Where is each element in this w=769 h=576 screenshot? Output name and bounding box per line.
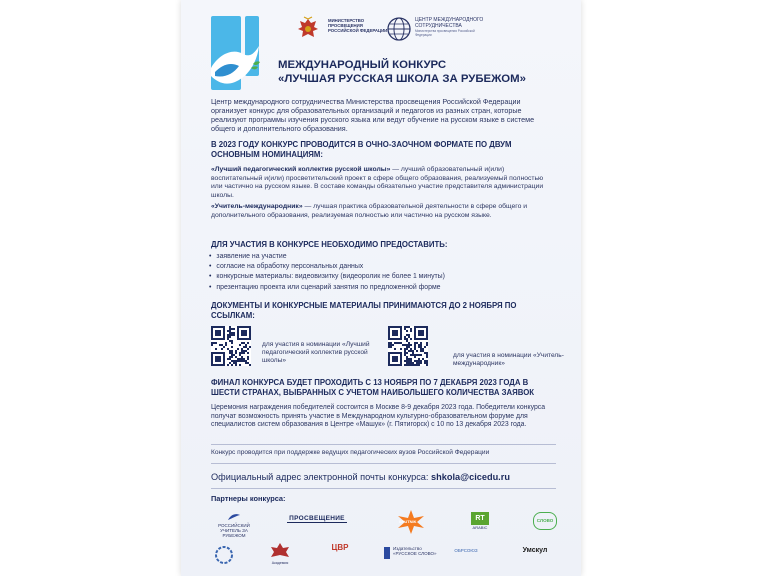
partner-4-label: RT (471, 512, 489, 525)
qr-2-label: для участия в номинации «Учитель-международник» (453, 352, 564, 367)
partner-logo-rt (469, 512, 491, 530)
center-name (415, 18, 485, 37)
partner-11-label: Умскул (522, 547, 548, 554)
center-title: ЦЕНТР МЕЖДУНАРОДНОГО СОТРУДНИЧЕСТВА (415, 17, 484, 29)
final-heading: ФИНАЛ КОНКУРСА БУДЕТ ПРОХОДИТЬ С 13 НОЯБРЯ ПО 7 ДЕКАБРЯ 2023 ГОДА В ШЕСТИ СТРАНАХ, ВЫБРАННЫХ С УЧЕТОМ НАИБОЛЬШЕГО КОЛИЧЕСТВА ЗАЯВОК (211, 378, 535, 397)
divider (211, 444, 556, 445)
partner-logo-umskul (515, 548, 555, 553)
ministry-name: МИНИСТЕРСТВО ПРОСВЕЩЕНИЯ РОССИЙСКОЙ ФЕДЕРАЦИИ (328, 18, 388, 33)
nomination-2-text: — лучшая практика образовательной деятельности в сфере общего и дополнительного образования, реализуемая полностью или частично на русском языке. (211, 203, 528, 219)
divider (211, 488, 556, 489)
ministry-emblem-icon (294, 15, 322, 43)
partner-3-label: SPUTNIK (399, 519, 417, 524)
qr-1-label: для участия в номинации «Лучший педагогический коллектив русской школы» (262, 341, 370, 364)
qr-code-icon[interactable] (211, 326, 251, 366)
academy-emblem-icon (269, 542, 291, 560)
partner-logo-6 (211, 545, 237, 566)
partner-logo-russkoe-slovo (383, 546, 439, 560)
nomination-2-name: «Учитель-международник» (211, 203, 303, 210)
book-icon (383, 546, 391, 560)
circle-emblem-icon (214, 545, 234, 565)
partner-2-label: ПРОСВЕЩЕНИЕ (289, 515, 345, 522)
nomination-1-name: «Лучший педагогический коллектив русской школы» (211, 166, 391, 173)
page-title (278, 58, 578, 86)
email-line (211, 472, 556, 482)
globe-logo-icon (386, 16, 412, 42)
partner-1-label: РОССИЙСКИЙ УЧИТЕЛЬ ЗА РУБЕЖОМ (218, 523, 250, 538)
partners-heading: Партнеры конкурса: (211, 494, 286, 503)
list-item: • заявление на участие (209, 252, 554, 262)
partner-logo-sputnik (395, 510, 427, 535)
email-link[interactable]: shkola@cicedu.ru (431, 472, 510, 482)
nomination-2 (211, 203, 556, 220)
partner-logo-teacher (211, 512, 257, 538)
title-line-1: МЕЖДУНАРОДНЫЙ КОНКУРС (278, 59, 447, 71)
deadline-heading: ДОКУМЕНТЫ И КОНКУРСНЫЕ МАТЕРИАЛЫ ПРИНИМАЮТСЯ ДО 2 НОЯБРЯ ПО ССЫЛКАМ: (211, 301, 517, 320)
partner-logo-cvr (329, 543, 351, 552)
nomination-1-text: — лучший образовательный и(или) воспитательный и(или) просветительский проект в сфере общего образования, реализуемый полностью или частично на русском языке. В составе команды обязательно участие представителя администрации школы. (211, 166, 544, 199)
teacher-bird-icon (227, 512, 241, 522)
qr-code-icon[interactable] (388, 326, 428, 366)
intro-paragraph: Центр международного сотрудничества Министерства просвещения Российской Федерации организует конкурс для образовательных организаций и педагогов из разных стран, которые реализуют программы изучения русского языка или ведут обучение на русском языке в системе общего и дополнительного образования. (211, 97, 535, 133)
nomination-1 (211, 166, 556, 200)
poster (181, 0, 581, 576)
partner-5-label: СЛОВО (533, 512, 557, 530)
divider (211, 463, 556, 464)
center-subtitle: Министерства просвещения Российской Федерации (415, 29, 475, 37)
partner-logo-academy (267, 542, 293, 566)
partner-logo-obrsoyuz (449, 548, 483, 553)
partner-8-label: ЦВР (331, 543, 349, 552)
list-item: • согласие на обработку персональных данных (209, 262, 554, 272)
email-label: Официальный адрес электронной почты конкурса: (211, 472, 432, 482)
list-item: • конкурсные материалы: видеовизитку (видеоролик не более 1 минуты) (209, 272, 554, 282)
format-heading: В 2023 ГОДУ КОНКУРС ПРОВОДИТСЯ В ОЧНО-ЗАОЧНОМ ФОРМАТЕ ПО ДВУМ ОСНОВНЫМ НОМИНАЦИЯМ: (211, 140, 512, 159)
dove-logo-icon (209, 14, 261, 92)
partner-7-label: Академия (271, 561, 289, 565)
final-paragraph: Церемония награждения победителей состоится в Москве 8-9 декабря 2023 года. Победители конкурса получат возможность принять участие в Международном культурно-образовательном форуме для специалистов систем образования в Центре «Машук» (г. Пятигорск) с 10 по 13 декабря 2023 года. (211, 404, 546, 429)
partner-9-label: Издательство «РУССКОЕ СЛОВО» (393, 546, 437, 556)
requirements-list (209, 252, 554, 293)
partner-logo-slovo (533, 512, 557, 530)
title-line-2: «ЛУЧШАЯ РУССКАЯ ШКОЛА ЗА РУБЕЖОМ» (278, 73, 526, 85)
partner-10-label: ОБРСОЮЗ (454, 548, 478, 553)
requirements-heading: ДЛЯ УЧАСТИЯ В КОНКУРСЕ НЕОБХОДИМО ПРЕДОСТАВИТЬ: (211, 240, 448, 249)
list-item: • презентацию проекта или сценарий занятия по предложенной форме (209, 283, 554, 293)
partner-4-sub: ARABIC (472, 525, 488, 530)
support-note: Конкурс проводится при поддержке ведущих педагогических вузов Российской Федерации (211, 449, 490, 456)
partner-logo-prosveshchenie (287, 516, 347, 523)
